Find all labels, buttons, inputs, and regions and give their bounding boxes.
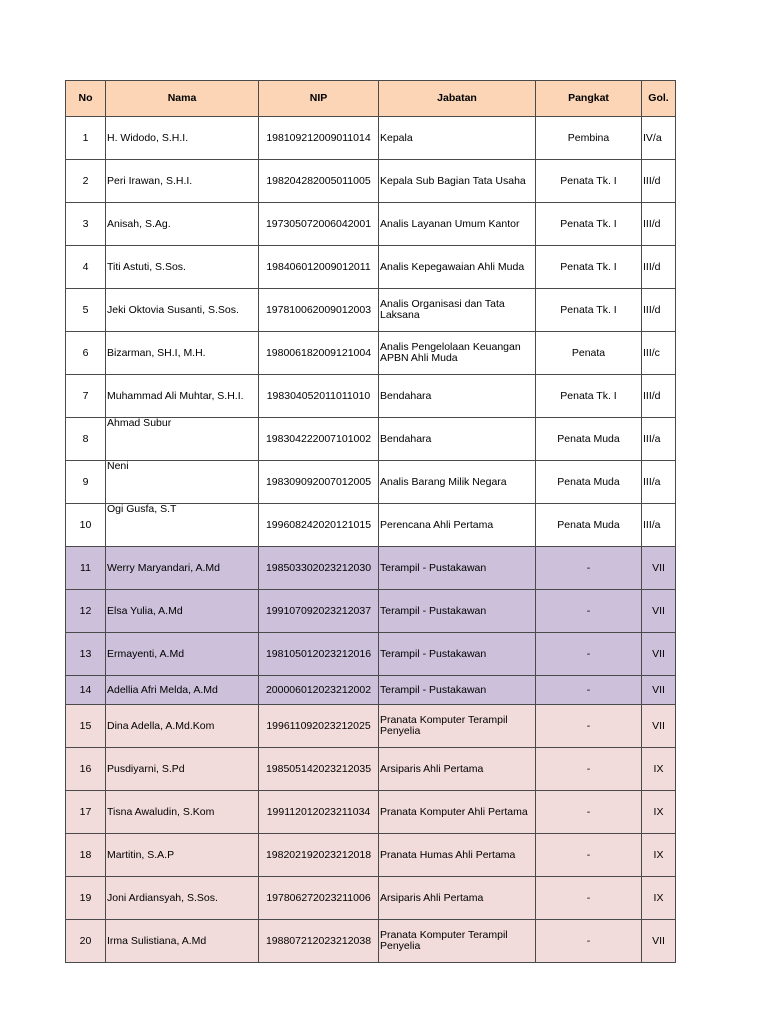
cell-gol: IV/a [642, 117, 676, 160]
cell-pangkat: Penata Tk. I [536, 160, 642, 203]
header-jabatan: Jabatan [379, 81, 536, 117]
cell-nama: Ahmad Subur [106, 418, 259, 461]
cell-no: 19 [66, 877, 106, 920]
cell-nip: 198505142023212035 [259, 748, 379, 791]
cell-gol: III/c [642, 332, 676, 375]
cell-no: 4 [66, 246, 106, 289]
cell-no: 16 [66, 748, 106, 791]
cell-no: 15 [66, 705, 106, 748]
cell-gol: III/a [642, 504, 676, 547]
cell-no: 7 [66, 375, 106, 418]
cell-no: 12 [66, 590, 106, 633]
table-row [66, 590, 676, 633]
cell-nama: Tisna Awaludin, S.Kom [106, 791, 259, 834]
cell-gol: III/d [642, 375, 676, 418]
cell-pangkat: Penata Tk. I [536, 289, 642, 332]
cell-jabatan: Pranata Humas Ahli Pertama [379, 834, 536, 877]
cell-pangkat: - [536, 547, 642, 590]
cell-jabatan: Terampil - Pustakawan [379, 590, 536, 633]
table-row [66, 375, 676, 418]
employee-table [65, 80, 676, 963]
cell-pangkat: - [536, 791, 642, 834]
table-row [66, 117, 676, 160]
cell-no: 1 [66, 117, 106, 160]
cell-nama: Dina Adella, A.Md.Kom [106, 705, 259, 748]
cell-jabatan: Kepala Sub Bagian Tata Usaha [379, 160, 536, 203]
cell-gol: IX [642, 877, 676, 920]
cell-nama: Neni [106, 461, 259, 504]
cell-no: 10 [66, 504, 106, 547]
cell-nama: Ermayenti, A.Md [106, 633, 259, 676]
cell-jabatan: Bendahara [379, 418, 536, 461]
table-row [66, 246, 676, 289]
cell-pangkat: - [536, 676, 642, 705]
cell-gol: VII [642, 920, 676, 963]
table-row [66, 633, 676, 676]
cell-jabatan: Bendahara [379, 375, 536, 418]
cell-gol: VII [642, 633, 676, 676]
table-row [66, 676, 676, 705]
cell-nip: 198105012023212016 [259, 633, 379, 676]
table-row [66, 791, 676, 834]
cell-nip: 198204282005011005 [259, 160, 379, 203]
cell-nip: 198006182009121004 [259, 332, 379, 375]
table-row [66, 748, 676, 791]
cell-gol: VII [642, 590, 676, 633]
table-row [66, 418, 676, 461]
cell-gol: IX [642, 834, 676, 877]
cell-pangkat: - [536, 877, 642, 920]
cell-pangkat: - [536, 633, 642, 676]
cell-jabatan: Terampil - Pustakawan [379, 676, 536, 705]
cell-nama: Jeki Oktovia Susanti, S.Sos. [106, 289, 259, 332]
cell-no: 13 [66, 633, 106, 676]
cell-no: 18 [66, 834, 106, 877]
table-row [66, 547, 676, 590]
cell-nama: Martitin, S.A.P [106, 834, 259, 877]
cell-nama: Ogi Gusfa, S.T [106, 504, 259, 547]
cell-nama: Elsa Yulia, A.Md [106, 590, 259, 633]
cell-no: 2 [66, 160, 106, 203]
cell-gol: III/a [642, 461, 676, 504]
cell-pangkat: Penata Muda [536, 418, 642, 461]
cell-no: 20 [66, 920, 106, 963]
cell-jabatan: Pranata Komputer Terampil Penyelia [379, 920, 536, 963]
table-row [66, 203, 676, 246]
cell-pangkat: Penata [536, 332, 642, 375]
cell-pangkat: Penata Tk. I [536, 375, 642, 418]
cell-jabatan: Analis Kepegawaian Ahli Muda [379, 246, 536, 289]
cell-gol: IX [642, 791, 676, 834]
cell-no: 5 [66, 289, 106, 332]
table-row [66, 332, 676, 375]
cell-no: 3 [66, 203, 106, 246]
cell-jabatan: Terampil - Pustakawan [379, 633, 536, 676]
cell-gol: VII [642, 676, 676, 705]
cell-jabatan: Pranata Komputer Terampil Penyelia [379, 705, 536, 748]
header-pangkat: Pangkat [536, 81, 642, 117]
header-gol: Gol. [642, 81, 676, 117]
cell-nip: 199611092023212025 [259, 705, 379, 748]
cell-gol: III/a [642, 418, 676, 461]
cell-nip: 198503302023212030 [259, 547, 379, 590]
cell-nama: Adellia Afri Melda, A.Md [106, 676, 259, 705]
cell-nip: 198304052011011010 [259, 375, 379, 418]
cell-nip: 198304222007101002 [259, 418, 379, 461]
cell-nama: Bizarman, SH.I, M.H. [106, 332, 259, 375]
cell-nip: 199107092023212037 [259, 590, 379, 633]
cell-gol: VII [642, 547, 676, 590]
cell-nip: 197810062009012003 [259, 289, 379, 332]
header-nama: Nama [106, 81, 259, 117]
cell-pangkat: - [536, 920, 642, 963]
cell-nip: 198309092007012005 [259, 461, 379, 504]
cell-jabatan: Perencana Ahli Pertama [379, 504, 536, 547]
cell-nama: Muhammad Ali Muhtar, S.H.I. [106, 375, 259, 418]
cell-nama: Pusdiyarni, S.Pd [106, 748, 259, 791]
cell-nama: Titi Astuti, S.Sos. [106, 246, 259, 289]
table-row [66, 705, 676, 748]
cell-pangkat: Penata Muda [536, 504, 642, 547]
cell-nip: 198807212023212038 [259, 920, 379, 963]
cell-pangkat: Pembina [536, 117, 642, 160]
cell-pangkat: - [536, 834, 642, 877]
cell-pangkat: - [536, 590, 642, 633]
cell-nip: 198109212009011014 [259, 117, 379, 160]
cell-no: 11 [66, 547, 106, 590]
cell-nama: Joni Ardiansyah, S.Sos. [106, 877, 259, 920]
cell-nama: H. Widodo, S.H.I. [106, 117, 259, 160]
table-header [66, 81, 676, 117]
table-row [66, 920, 676, 963]
cell-nama: Anisah, S.Ag. [106, 203, 259, 246]
cell-gol: VII [642, 705, 676, 748]
cell-nama: Irma Sulistiana, A.Md [106, 920, 259, 963]
cell-jabatan: Analis Barang Milik Negara [379, 461, 536, 504]
header-no: No [66, 81, 106, 117]
table-row [66, 877, 676, 920]
cell-jabatan: Terampil - Pustakawan [379, 547, 536, 590]
cell-jabatan: Analis Pengelolaan Keuangan APBN Ahli Muda [379, 332, 536, 375]
cell-gol: III/d [642, 203, 676, 246]
cell-gol: III/d [642, 289, 676, 332]
cell-jabatan: Analis Layanan Umum Kantor [379, 203, 536, 246]
cell-nama: Peri Irawan, S.H.I. [106, 160, 259, 203]
cell-pangkat: - [536, 748, 642, 791]
cell-pangkat: Penata Muda [536, 461, 642, 504]
cell-nip: 198202192023212018 [259, 834, 379, 877]
cell-gol: III/d [642, 160, 676, 203]
cell-nip: 198406012009012011 [259, 246, 379, 289]
cell-nip: 199112012023211034 [259, 791, 379, 834]
cell-jabatan: Kepala [379, 117, 536, 160]
header-nip: NIP [259, 81, 379, 117]
cell-nip: 197806272023211006 [259, 877, 379, 920]
cell-jabatan: Pranata Komputer Ahli Pertama [379, 791, 536, 834]
cell-no: 6 [66, 332, 106, 375]
cell-pangkat: - [536, 705, 642, 748]
cell-pangkat: Penata Tk. I [536, 246, 642, 289]
table-row [66, 160, 676, 203]
cell-jabatan: Arsiparis Ahli Pertama [379, 877, 536, 920]
cell-no: 17 [66, 791, 106, 834]
table-body [66, 117, 676, 963]
table-row [66, 504, 676, 547]
cell-nama: Werry Maryandari, A.Md [106, 547, 259, 590]
cell-no: 9 [66, 461, 106, 504]
table-row [66, 834, 676, 877]
cell-nip: 197305072006042001 [259, 203, 379, 246]
cell-pangkat: Penata Tk. I [536, 203, 642, 246]
header-row [66, 81, 676, 117]
cell-gol: IX [642, 748, 676, 791]
cell-no: 8 [66, 418, 106, 461]
cell-jabatan: Analis Organisasi dan Tata Laksana [379, 289, 536, 332]
table-row [66, 461, 676, 504]
table-row [66, 289, 676, 332]
cell-no: 14 [66, 676, 106, 705]
cell-jabatan: Arsiparis Ahli Pertama [379, 748, 536, 791]
cell-nip: 200006012023212002 [259, 676, 379, 705]
cell-gol: III/d [642, 246, 676, 289]
cell-nip: 199608242020121015 [259, 504, 379, 547]
